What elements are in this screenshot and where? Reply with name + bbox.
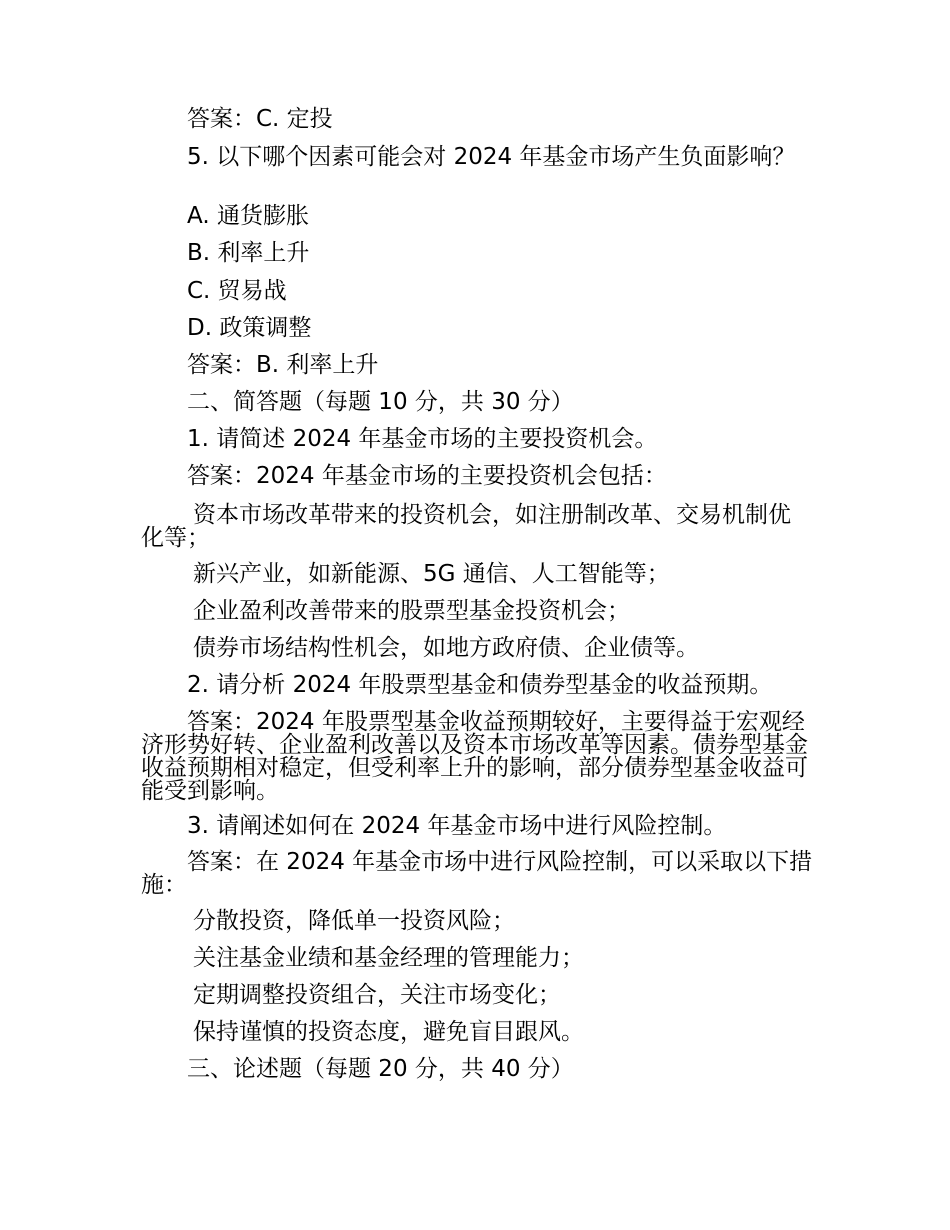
- list-item: 保持谨慎的投资态度，避免盲目跟风。: [193, 1019, 584, 1045]
- list-item: 企业盈利改善带来的股票型基金投资机会；: [193, 598, 630, 624]
- list-item: 新兴产业，如新能源、5G 通信、人工智能等；: [193, 561, 670, 587]
- list-item: 债券市场结构性机会，如地方政府债、企业债等。: [193, 635, 699, 661]
- option-line: D. 政策调整: [187, 315, 312, 341]
- question-line: 3. 请阐述如何在 2024 年基金市场中进行风险控制。: [187, 813, 727, 839]
- question-line: 1. 请简述 2024 年基金市场的主要投资机会。: [187, 426, 658, 452]
- question-line: 2. 请分析 2024 年股票型基金和债券型基金的收益预期。: [187, 672, 773, 698]
- list-item: 定期调整投资组合，关注市场变化；: [193, 982, 561, 1008]
- list-item: 资本市场改革带来的投资机会，如注册制改革、交易机制优化等；: [141, 502, 791, 551]
- option-line: B. 利率上升: [187, 240, 310, 266]
- option-line: A. 通货膨胀: [187, 203, 309, 229]
- list-item: 分散投资，降低单一投资风险；: [193, 908, 515, 934]
- question-line: 5. 以下哪个因素可能会对 2024 年基金市场产生负面影响？: [187, 144, 796, 170]
- answer-line: 答案：C. 定投: [187, 106, 333, 132]
- option-line: C. 贸易战: [187, 278, 287, 304]
- list-item: 关注基金业绩和基金经理的管理能力；: [193, 945, 584, 971]
- answer-line: 答案：B. 利率上升: [187, 352, 379, 378]
- answer-line: 答案：在 2024 年基金市场中进行风险控制，可以采取以下措施：: [141, 849, 813, 898]
- section-heading: 三、论述题（每题 20 分，共 40 分）: [187, 1056, 574, 1082]
- answer-line: 答案：2024 年基金市场的主要投资机会包括：: [187, 463, 667, 489]
- section-heading: 二、简答题（每题 10 分，共 30 分）: [187, 389, 574, 415]
- answer-paragraph: 答案：2024 年股票型基金收益预期较好，主要得益于宏观经济形势好转、企业盈利改善以及资本市场改革等因素。债券型基金收益预期相对稳定，但受利率上升的影响，部分债券型基金收益可能受到影响。: [141, 709, 808, 804]
